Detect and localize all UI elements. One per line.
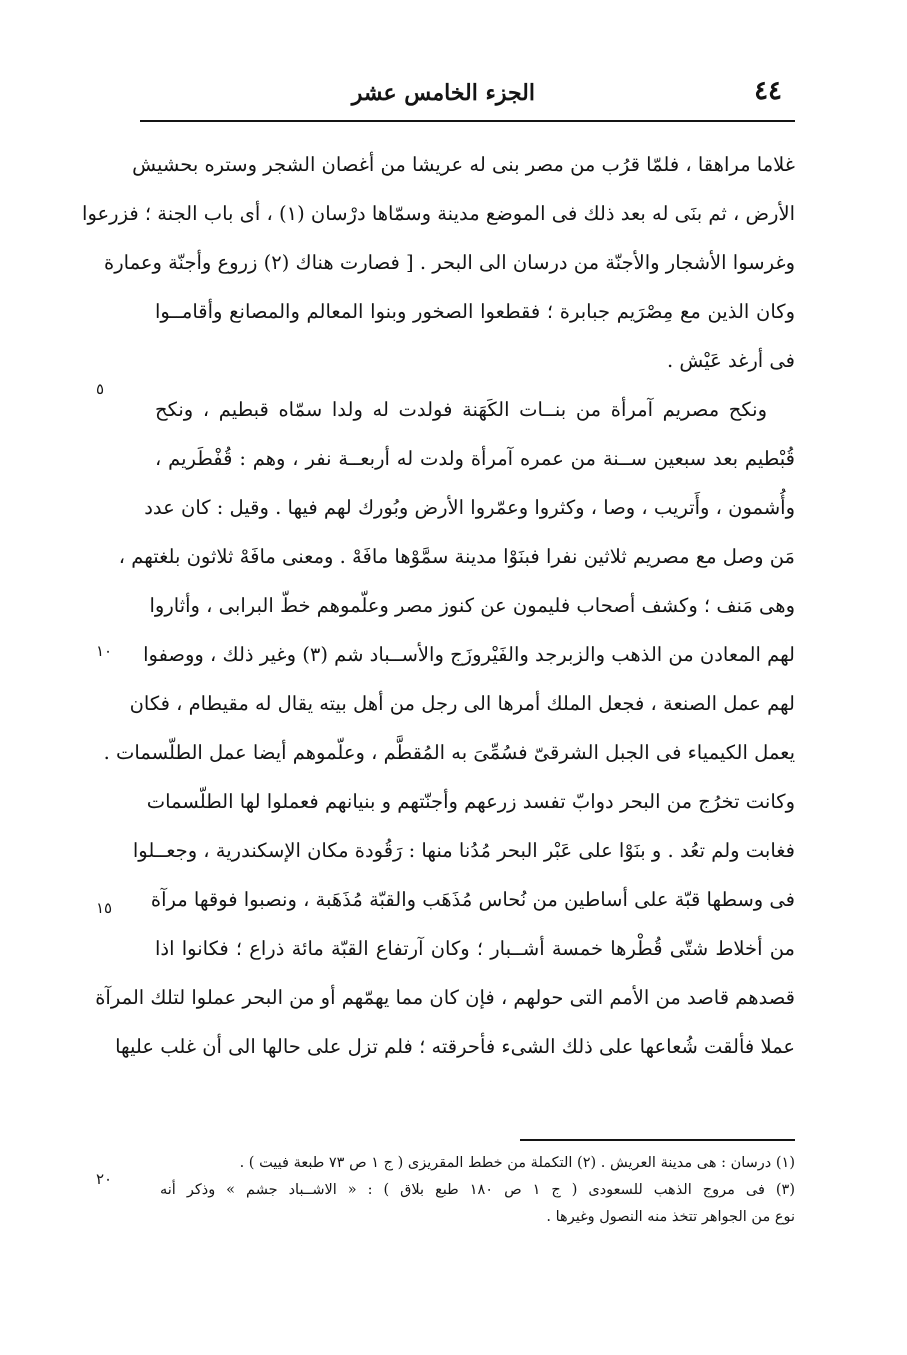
footnote-line: نوع من الجواهر تتخذ منه النصول وغيرها . — [546, 1209, 795, 1225]
running-title: الجزء الخامس عشر — [351, 80, 535, 106]
text-line: الأرض ، ثم بنَى له بعد ذلك فى الموضع مدينة وسمّاها درْسان (١) ، أى باب الجنة ؛ فزرعوا — [82, 202, 795, 225]
line-number-marker: ١٠ — [96, 642, 113, 660]
line-number-marker: ١٥ — [96, 899, 113, 917]
text-line: يعمل الكيمياء فى الجبل الشرقىّ فسُمِّىَ به المُقطَّم ، وعلّموهم أيضا عمل الطلّسمات . — [103, 741, 795, 764]
page-number: ٤٤ — [754, 76, 782, 106]
text-line: ونكح مصريم آمرأة من بنــات الكَهَنة فولدت له ولدا سمّاه قبطيم ، ونكح — [155, 398, 767, 421]
header-rule — [140, 120, 795, 122]
page-header — [140, 68, 790, 118]
text-line: وكانت تخرُج من البحر دوابّ تفسد زرعهم وأجنّتهم و بنيانهم فعملوا لها الطلّسمات — [146, 790, 795, 813]
text-line: وأُشمون ، وأَتريب ، وصا ، وكثروا وعمّروا الأرض وبُورك لهم فيها . وقيل : كان عدد — [144, 496, 795, 519]
footnotes — [160, 1150, 795, 1231]
line-number-marker: ٢٠ — [96, 1170, 113, 1188]
text-line: فى وسطها قبّة على أساطين من نُحاس مُذَهَب والقبّة مُذَهَبة ، ونصبوا فوقها مرآة — [150, 888, 795, 911]
text-line: مَن وصل مع مصريم ثلاثين نفرا فبنَوْا مدينة سمَّوْها مافَهْ . ومعنى مافَهْ ثلاثون بلغتهم ، — [118, 545, 795, 568]
text-line: فغابت ولم تعُد . و بنَوْا على عَبْر البحر مُدُنا منها : رَقُودة مكان الإسكندرية ، وجعــلوا — [132, 839, 795, 862]
text-line: لهم عمل الصنعة ، فجعل الملك أمرها الى رجل من أهل بيته يقال له مقيطام ، فكان — [129, 692, 795, 715]
text-line: وغرسوا الأشجار والأجنّة من درسان الى البحر . [ فصارت هناك (٢) زروع وأجنّة وعمارة — [104, 251, 795, 274]
text-line: فى أرغد عَيْش . — [666, 349, 795, 372]
text-line: وكان الذين مع مِصْرَيم جبابرة ؛ فقطعوا الصخور وبنوا المعالم والمصانع وأقامــوا — [155, 300, 795, 323]
text-line: عملا فألقت شُعاعها على ذلك الشىء فأحرقته ؛ فلم تزل على حالها الى أن غلب عليها — [115, 1035, 795, 1058]
text-line: لهم المعادن من الذهب والزبرجد والفَيْروزَج والأســباد شم (٣) وغير ذلك ، ووصفوا — [143, 643, 795, 666]
footnote-rule — [520, 1139, 795, 1141]
text-line: قُبْطيم بعد سبعين ســنة من عمره آمرأة ولدت له أربعــة نفر ، وهم : قُفْطَريم ، — [155, 447, 795, 470]
footnote-line: (١) درسان : هى مدينة العريش . (٢) التكملة من خطط المقريزى ( ج ١ ص ٧٣ طبعة فييت ) . — [239, 1155, 795, 1171]
line-number-marker: ٥ — [96, 380, 105, 398]
text-line: من أخلاط شتّى قُطْرها خمسة أشــبار ؛ وكان آرتفاع القبّة مائة ذراع ؛ فكانوا اذا — [155, 937, 795, 960]
footnote-line: (٣) فى مروج الذهب للسعودى ( ج ١ ص ١٨٠ طبع بلاق ) : « الاشــباد جشم » وذكر أنه — [160, 1182, 795, 1198]
text-line: قصدهم قاصد من الأمم التى حولهم ، فإن كان مما يهمّهم أو من البحر عملوا لتلك المرآة — [95, 986, 795, 1009]
text-line: غلاما مراهقا ، فلمّا قرُب من مصر بنى له عريشا من أغصان الشجر وستره بحشيش — [132, 153, 795, 176]
text-line: وهى مَنف ؛ وكشف أصحاب فليمون عن كنوز مصر وعلّموهم خطّ البرابى ، وأثاروا — [149, 594, 795, 617]
